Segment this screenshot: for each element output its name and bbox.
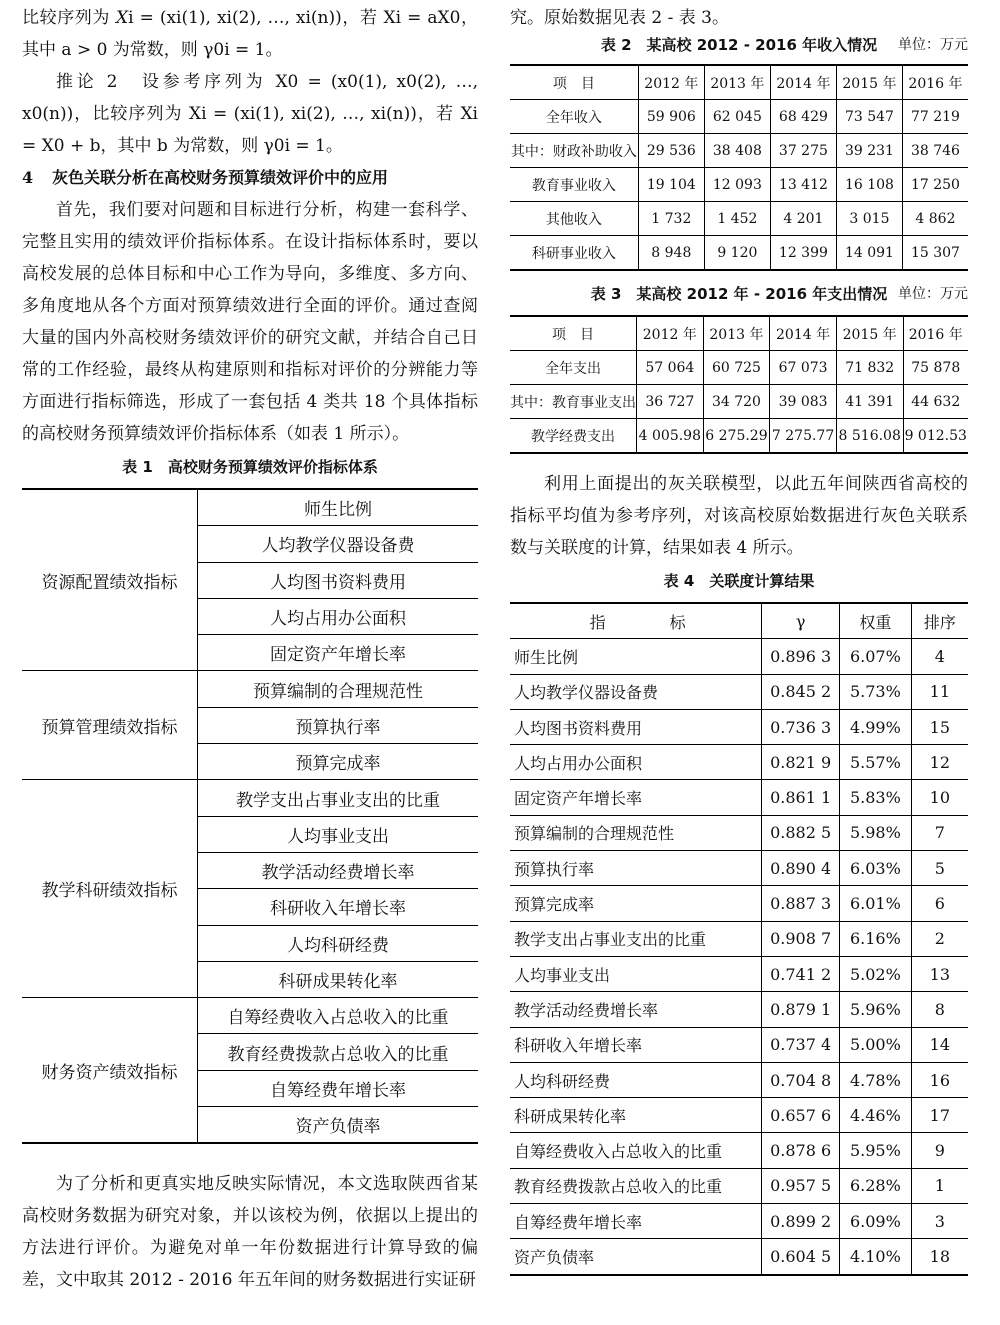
indicator-item: 预算完成率 xyxy=(198,744,479,780)
row-label: 自筹经费收入占总收入的比重 xyxy=(510,1133,762,1168)
table-cell: 4.46% xyxy=(840,1098,912,1133)
table-cell: 11 xyxy=(911,674,968,709)
row-label: 教学活动经费增长率 xyxy=(510,992,762,1027)
paragraph-indicator-system: 首先，我们要对问题和目标进行分析，构建一套科学、完整且实用的绩效评价指标体系。在设计指标体系时，要以高校发展的总体目标和中心工作为导向，多维度、多方向、多角度地从各个方面对预算绩效进行全面的评价。通过查阅大量的国内外高校财务绩效评价的研究文献，并结合自己日常的工作经验，最终从构建原则和指标对评价的分辨能力等方面进行指标筛选，形成了一套包括 4 类共 18 个具体指标的高校财务预算绩效评价指标体系（如表 1 所示）。 xyxy=(22,200,478,444)
column-header: 2014 年 xyxy=(770,65,836,100)
table-cell: 38 408 xyxy=(704,134,770,168)
table-cell: 8 xyxy=(911,992,968,1027)
row-label: 资产负债率 xyxy=(510,1239,762,1275)
table-header-row xyxy=(510,65,968,100)
table-cell: 17 xyxy=(911,1098,968,1133)
table-cell: 17 250 xyxy=(902,168,968,202)
indicator-item: 教育经费拨款占总收入的比重 xyxy=(198,1034,479,1070)
paragraph-corollary1-end: 比较序列为 Xi = (xi(1), xi(2), …, xi(n))，若 Xi = aX0，其中 a > 0 为常数，则 γ0i = 1。 xyxy=(22,8,478,60)
table-row xyxy=(510,709,968,744)
indicator-item: 自筹经费收入占总收入的比重 xyxy=(198,998,479,1034)
table-cell: 4.10% xyxy=(840,1239,912,1275)
table-cell: 0.878 6 xyxy=(762,1133,840,1168)
table-cell: 29 536 xyxy=(638,134,704,168)
table-row xyxy=(510,1239,968,1275)
table-cell: 4.99% xyxy=(840,709,912,744)
column-header: 2015 年 xyxy=(836,316,903,351)
table-row xyxy=(510,639,968,674)
indicator-category: 资源配置绩效指标 xyxy=(22,489,198,671)
table-cell: 0.887 3 xyxy=(762,886,840,921)
table-cell: 4 862 xyxy=(902,202,968,236)
column-header: 2016 年 xyxy=(903,316,968,351)
table-row xyxy=(510,134,968,168)
table-cell: 39 231 xyxy=(836,134,902,168)
indicator-item: 自筹经费年增长率 xyxy=(198,1070,479,1106)
row-label: 人均占用办公面积 xyxy=(510,745,762,780)
table-cell: 15 307 xyxy=(902,236,968,271)
table-row xyxy=(510,1027,968,1062)
table3-expenditure xyxy=(510,315,968,454)
row-label: 人均科研经费 xyxy=(510,1062,762,1097)
table-row xyxy=(510,236,968,271)
table-cell: 37 275 xyxy=(770,134,836,168)
table-cell: 9 120 xyxy=(704,236,770,271)
table-row xyxy=(510,815,968,850)
table-row xyxy=(22,998,478,1034)
paragraph-continued: 究。原始数据见表 2 - 表 3。 xyxy=(510,8,729,28)
table-cell: 6.03% xyxy=(840,851,912,886)
table-cell: 0.890 4 xyxy=(762,851,840,886)
indicator-item: 人均占用办公面积 xyxy=(198,598,479,634)
table-row xyxy=(510,1062,968,1097)
indicator-item: 人均教学仪器设备费 xyxy=(198,526,479,562)
table-row xyxy=(510,851,968,886)
table-cell: 5.98% xyxy=(840,815,912,850)
table-cell: 1 732 xyxy=(638,202,704,236)
table1-caption: 表 1 高校财务预算绩效评价指标体系 xyxy=(122,458,378,476)
row-label: 预算完成率 xyxy=(510,886,762,921)
indicator-item: 人均科研经费 xyxy=(198,925,479,961)
row-label: 人均事业支出 xyxy=(510,956,762,991)
row-label: 教学支出占事业支出的比重 xyxy=(510,921,762,956)
table-cell: 13 xyxy=(911,956,968,991)
table-cell: 0.604 5 xyxy=(762,1239,840,1275)
column-header: 2012 年 xyxy=(637,316,704,351)
table-row xyxy=(510,921,968,956)
table-row xyxy=(510,956,968,991)
paragraph-corollary2: 推论 2 设参考序列为 X0 = (x0(1), x0(2), …, x0(n))，比较序列为 Xi = (xi(1), xi(2), …, xi(n))，若 Xi = X0 + b，其中 b 为常数，则 γ0i = 1。 xyxy=(22,72,478,156)
row-label: 全年支出 xyxy=(510,351,637,385)
table-row xyxy=(510,992,968,1027)
table-cell: 0.741 2 xyxy=(762,956,840,991)
table-cell: 73 547 xyxy=(836,100,902,134)
indicator-item: 预算执行率 xyxy=(198,707,479,743)
indicator-item: 人均事业支出 xyxy=(198,816,479,852)
table-cell: 5.00% xyxy=(840,1027,912,1062)
table-cell: 12 093 xyxy=(704,168,770,202)
table-cell: 5.57% xyxy=(840,745,912,780)
table-cell: 6.28% xyxy=(840,1168,912,1203)
table-cell: 0.899 2 xyxy=(762,1204,840,1239)
indicator-category: 财务资产绩效指标 xyxy=(22,998,198,1144)
table-cell: 0.896 3 xyxy=(762,639,840,674)
column-header: 项 目 xyxy=(510,316,637,351)
table-cell: 4.78% xyxy=(840,1062,912,1097)
table-cell: 34 720 xyxy=(703,385,770,419)
row-label: 教育事业收入 xyxy=(510,168,638,202)
table-row xyxy=(22,671,478,707)
table-cell: 16 xyxy=(911,1062,968,1097)
table-header-row xyxy=(510,603,968,639)
table-cell: 0.861 1 xyxy=(762,780,840,815)
table-cell: 6.16% xyxy=(840,921,912,956)
table-cell: 18 xyxy=(911,1239,968,1275)
table-cell: 4 005.98 xyxy=(637,419,704,454)
table-cell: 4 xyxy=(911,639,968,674)
column-header: 权重 xyxy=(840,603,912,639)
column-header: 2016 年 xyxy=(902,65,968,100)
table-cell: 1 xyxy=(911,1168,968,1203)
table-cell: 4 201 xyxy=(770,202,836,236)
table-cell: 5.02% xyxy=(840,956,912,991)
table-cell: 59 906 xyxy=(638,100,704,134)
table3-caption: 表 3 某高校 2012 年 - 2016 年支出情况 单位：万元 xyxy=(590,285,968,303)
table-row xyxy=(510,1168,968,1203)
row-label: 其中：教育事业支出 xyxy=(510,385,637,419)
indicator-item: 固定资产年增长率 xyxy=(198,635,479,671)
row-label: 自筹经费年增长率 xyxy=(510,1204,762,1239)
column-header: 2013 年 xyxy=(704,65,770,100)
row-label: 科研成果转化率 xyxy=(510,1098,762,1133)
row-label: 预算编制的合理规范性 xyxy=(510,815,762,850)
table-row xyxy=(510,351,968,385)
table-cell: 5.96% xyxy=(840,992,912,1027)
table4-correlation-results xyxy=(510,602,968,1276)
table-cell: 14 xyxy=(911,1027,968,1062)
column-header: 2015 年 xyxy=(836,65,902,100)
table-cell: 0.736 3 xyxy=(762,709,840,744)
table-cell: 60 725 xyxy=(703,351,770,385)
table-cell: 13 412 xyxy=(770,168,836,202)
table-cell: 9 xyxy=(911,1133,968,1168)
table-row xyxy=(510,780,968,815)
table-cell: 6 275.29 xyxy=(703,419,770,454)
indicator-category: 预算管理绩效指标 xyxy=(22,671,198,780)
section-heading: 4 灰色关联分析在高校财务预算绩效评价中的应用 xyxy=(22,168,389,187)
table2-unit: 单位：万元 xyxy=(898,37,968,53)
table-row xyxy=(510,745,968,780)
row-label: 科研收入年增长率 xyxy=(510,1027,762,1062)
table-cell: 3 015 xyxy=(836,202,902,236)
table2-caption: 表 2 某高校 2012 - 2016 年收入情况 单位：万元 xyxy=(600,36,968,54)
table-row xyxy=(510,385,968,419)
column-header: 排序 xyxy=(911,603,968,639)
left-column xyxy=(22,0,478,1296)
table-row xyxy=(510,1204,968,1239)
table-cell: 71 832 xyxy=(836,351,903,385)
table-cell: 1 452 xyxy=(704,202,770,236)
table-cell: 5 xyxy=(911,851,968,886)
indicator-item: 教学支出占事业支出的比重 xyxy=(198,780,479,816)
row-label: 师生比例 xyxy=(510,639,762,674)
right-column xyxy=(510,0,968,1276)
row-label: 教育经费拨款占总收入的比重 xyxy=(510,1168,762,1203)
table-cell: 44 632 xyxy=(903,385,968,419)
table-cell: 0.845 2 xyxy=(762,674,840,709)
table-cell: 38 746 xyxy=(902,134,968,168)
table-cell: 36 727 xyxy=(637,385,704,419)
row-label: 其他收入 xyxy=(510,202,638,236)
table-row xyxy=(510,168,968,202)
table-cell: 5.83% xyxy=(840,780,912,815)
row-label: 科研事业收入 xyxy=(510,236,638,271)
table-cell: 7 275.77 xyxy=(770,419,837,454)
table4-caption: 表 4 关联度计算结果 xyxy=(663,572,815,590)
table-cell: 0.821 9 xyxy=(762,745,840,780)
row-label: 人均图书资料费用 xyxy=(510,709,762,744)
column-header: 2012 年 xyxy=(638,65,704,100)
table-cell: 5.73% xyxy=(840,674,912,709)
table-cell: 9 012.53 xyxy=(903,419,968,454)
table-cell: 8 948 xyxy=(638,236,704,271)
table-cell: 77 219 xyxy=(902,100,968,134)
table-cell: 10 xyxy=(911,780,968,815)
indicator-category: 教学科研绩效指标 xyxy=(22,780,198,998)
indicator-item: 预算编制的合理规范性 xyxy=(198,671,479,707)
table-row xyxy=(22,780,478,816)
table-cell: 6.09% xyxy=(840,1204,912,1239)
column-header: 2014 年 xyxy=(770,316,837,351)
table-cell: 68 429 xyxy=(770,100,836,134)
row-label: 固定资产年增长率 xyxy=(510,780,762,815)
table-cell: 0.737 4 xyxy=(762,1027,840,1062)
table-cell: 3 xyxy=(911,1204,968,1239)
table-cell: 75 878 xyxy=(903,351,968,385)
indicator-item: 科研成果转化率 xyxy=(198,961,479,997)
row-label: 预算执行率 xyxy=(510,851,762,886)
row-label: 全年收入 xyxy=(510,100,638,134)
indicator-item: 教学活动经费增长率 xyxy=(198,852,479,888)
row-label: 教学经费支出 xyxy=(510,419,637,454)
table3-unit: 单位：万元 xyxy=(898,286,968,302)
indicator-item: 资产负债率 xyxy=(295,1117,381,1138)
table-cell: 16 108 xyxy=(836,168,902,202)
table-cell: 0.908 7 xyxy=(762,921,840,956)
table-cell: 0.882 5 xyxy=(762,815,840,850)
indicator-item: 师生比例 xyxy=(198,489,479,526)
table-cell: 8 516.08 xyxy=(836,419,903,454)
table-cell: 14 091 xyxy=(836,236,902,271)
table-cell: 0.704 8 xyxy=(762,1062,840,1097)
table-cell: 0.879 1 xyxy=(762,992,840,1027)
paragraph-data-source: 为了分析和更真实地反映实际情况，本文选取陕西省某高校财务数据为研究对象，并以该校为例，依据以上提出的方法进行评价。为避免对单一年份数据进行计算导致的偏差，文中取其 2012 - 2016 年五年间的财务数据进行实证研 xyxy=(22,1174,478,1291)
table-row xyxy=(510,100,968,134)
table-cell: 41 391 xyxy=(836,385,903,419)
table-cell: 12 xyxy=(911,745,968,780)
row-label: 其中：财政补助收入 xyxy=(510,134,638,168)
table-cell: 67 073 xyxy=(770,351,837,385)
table2-income xyxy=(510,64,968,271)
table-row xyxy=(510,674,968,709)
column-header: 2013 年 xyxy=(703,316,770,351)
table-cell: 0.657 6 xyxy=(762,1098,840,1133)
table-cell: 6.07% xyxy=(840,639,912,674)
table-cell: 7 xyxy=(911,815,968,850)
table1-indicator-system xyxy=(22,488,478,1144)
table-cell: 5.95% xyxy=(840,1133,912,1168)
table-cell: 6.01% xyxy=(840,886,912,921)
column-header: 项 目 xyxy=(510,65,638,100)
row-label: 人均教学仪器设备费 xyxy=(510,674,762,709)
table-cell: 12 399 xyxy=(770,236,836,271)
table-row xyxy=(510,1098,968,1133)
paragraph-grey-model: 利用上面提出的灰关联模型，以此五年间陕西省高校的指标平均值为参考序列，对该高校原始数据进行灰色关联系数与关联度的计算，结果如表 4 所示。 xyxy=(510,474,968,558)
table-cell: 62 045 xyxy=(704,100,770,134)
column-header: 指 标 xyxy=(510,603,762,639)
table-row xyxy=(510,202,968,236)
table-row xyxy=(510,419,968,454)
table-cell: 2 xyxy=(911,921,968,956)
table-cell: 39 083 xyxy=(770,385,837,419)
indicator-item: 人均图书资料费用 xyxy=(198,562,479,598)
table-cell: 19 104 xyxy=(638,168,704,202)
table-row xyxy=(510,886,968,921)
indicator-item: 科研收入年增长率 xyxy=(198,889,479,925)
table-cell: 6 xyxy=(911,886,968,921)
table-header-row xyxy=(510,316,968,351)
table-row xyxy=(510,1133,968,1168)
table-cell: 15 xyxy=(911,709,968,744)
table-cell: 57 064 xyxy=(637,351,704,385)
table-row xyxy=(22,489,478,526)
table-cell: 0.957 5 xyxy=(762,1168,840,1203)
column-header: γ xyxy=(762,603,840,639)
